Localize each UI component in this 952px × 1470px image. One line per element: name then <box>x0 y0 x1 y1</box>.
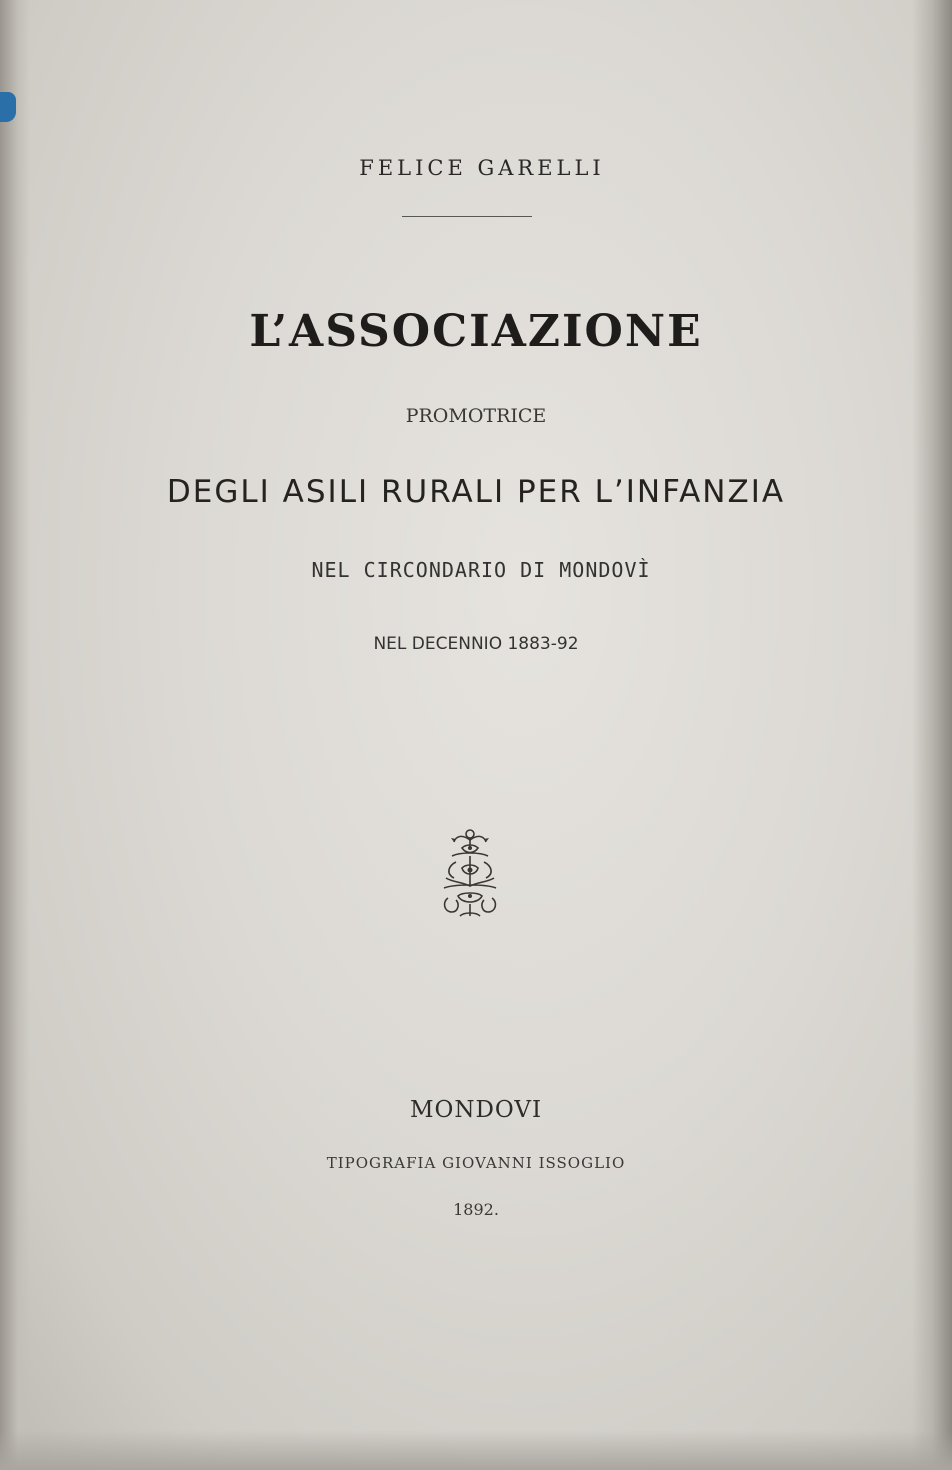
page-edge-left <box>0 0 30 1470</box>
imprint-year: 1892. <box>453 1200 499 1219</box>
subtitle-decennio: NEL DECENNIO 1883-92 <box>373 634 579 654</box>
subtitle-asili: DEGLI ASILI RURALI PER L’INFANZIA <box>166 474 786 510</box>
page-edge-bottom <box>0 1430 952 1470</box>
subtitle-circondario: NEL CIRCONDARIO DI MONDOVÌ <box>311 558 651 582</box>
floral-printer-ornament-icon <box>432 826 508 920</box>
divider-rule <box>402 216 532 217</box>
imprint-printer: TIPOGRAFIA GIOVANNI ISSOGLIO <box>326 1154 626 1172</box>
subtitle-promotrice: PROMOTRICE <box>405 405 547 427</box>
author-name: FELICE GARELLI <box>359 156 605 180</box>
imprint-city: MONDOVI <box>409 1097 543 1123</box>
blue-ink-mark <box>0 92 16 122</box>
page-edge-right <box>912 0 952 1470</box>
book-title: L’ASSOCIAZIONE <box>249 306 703 357</box>
